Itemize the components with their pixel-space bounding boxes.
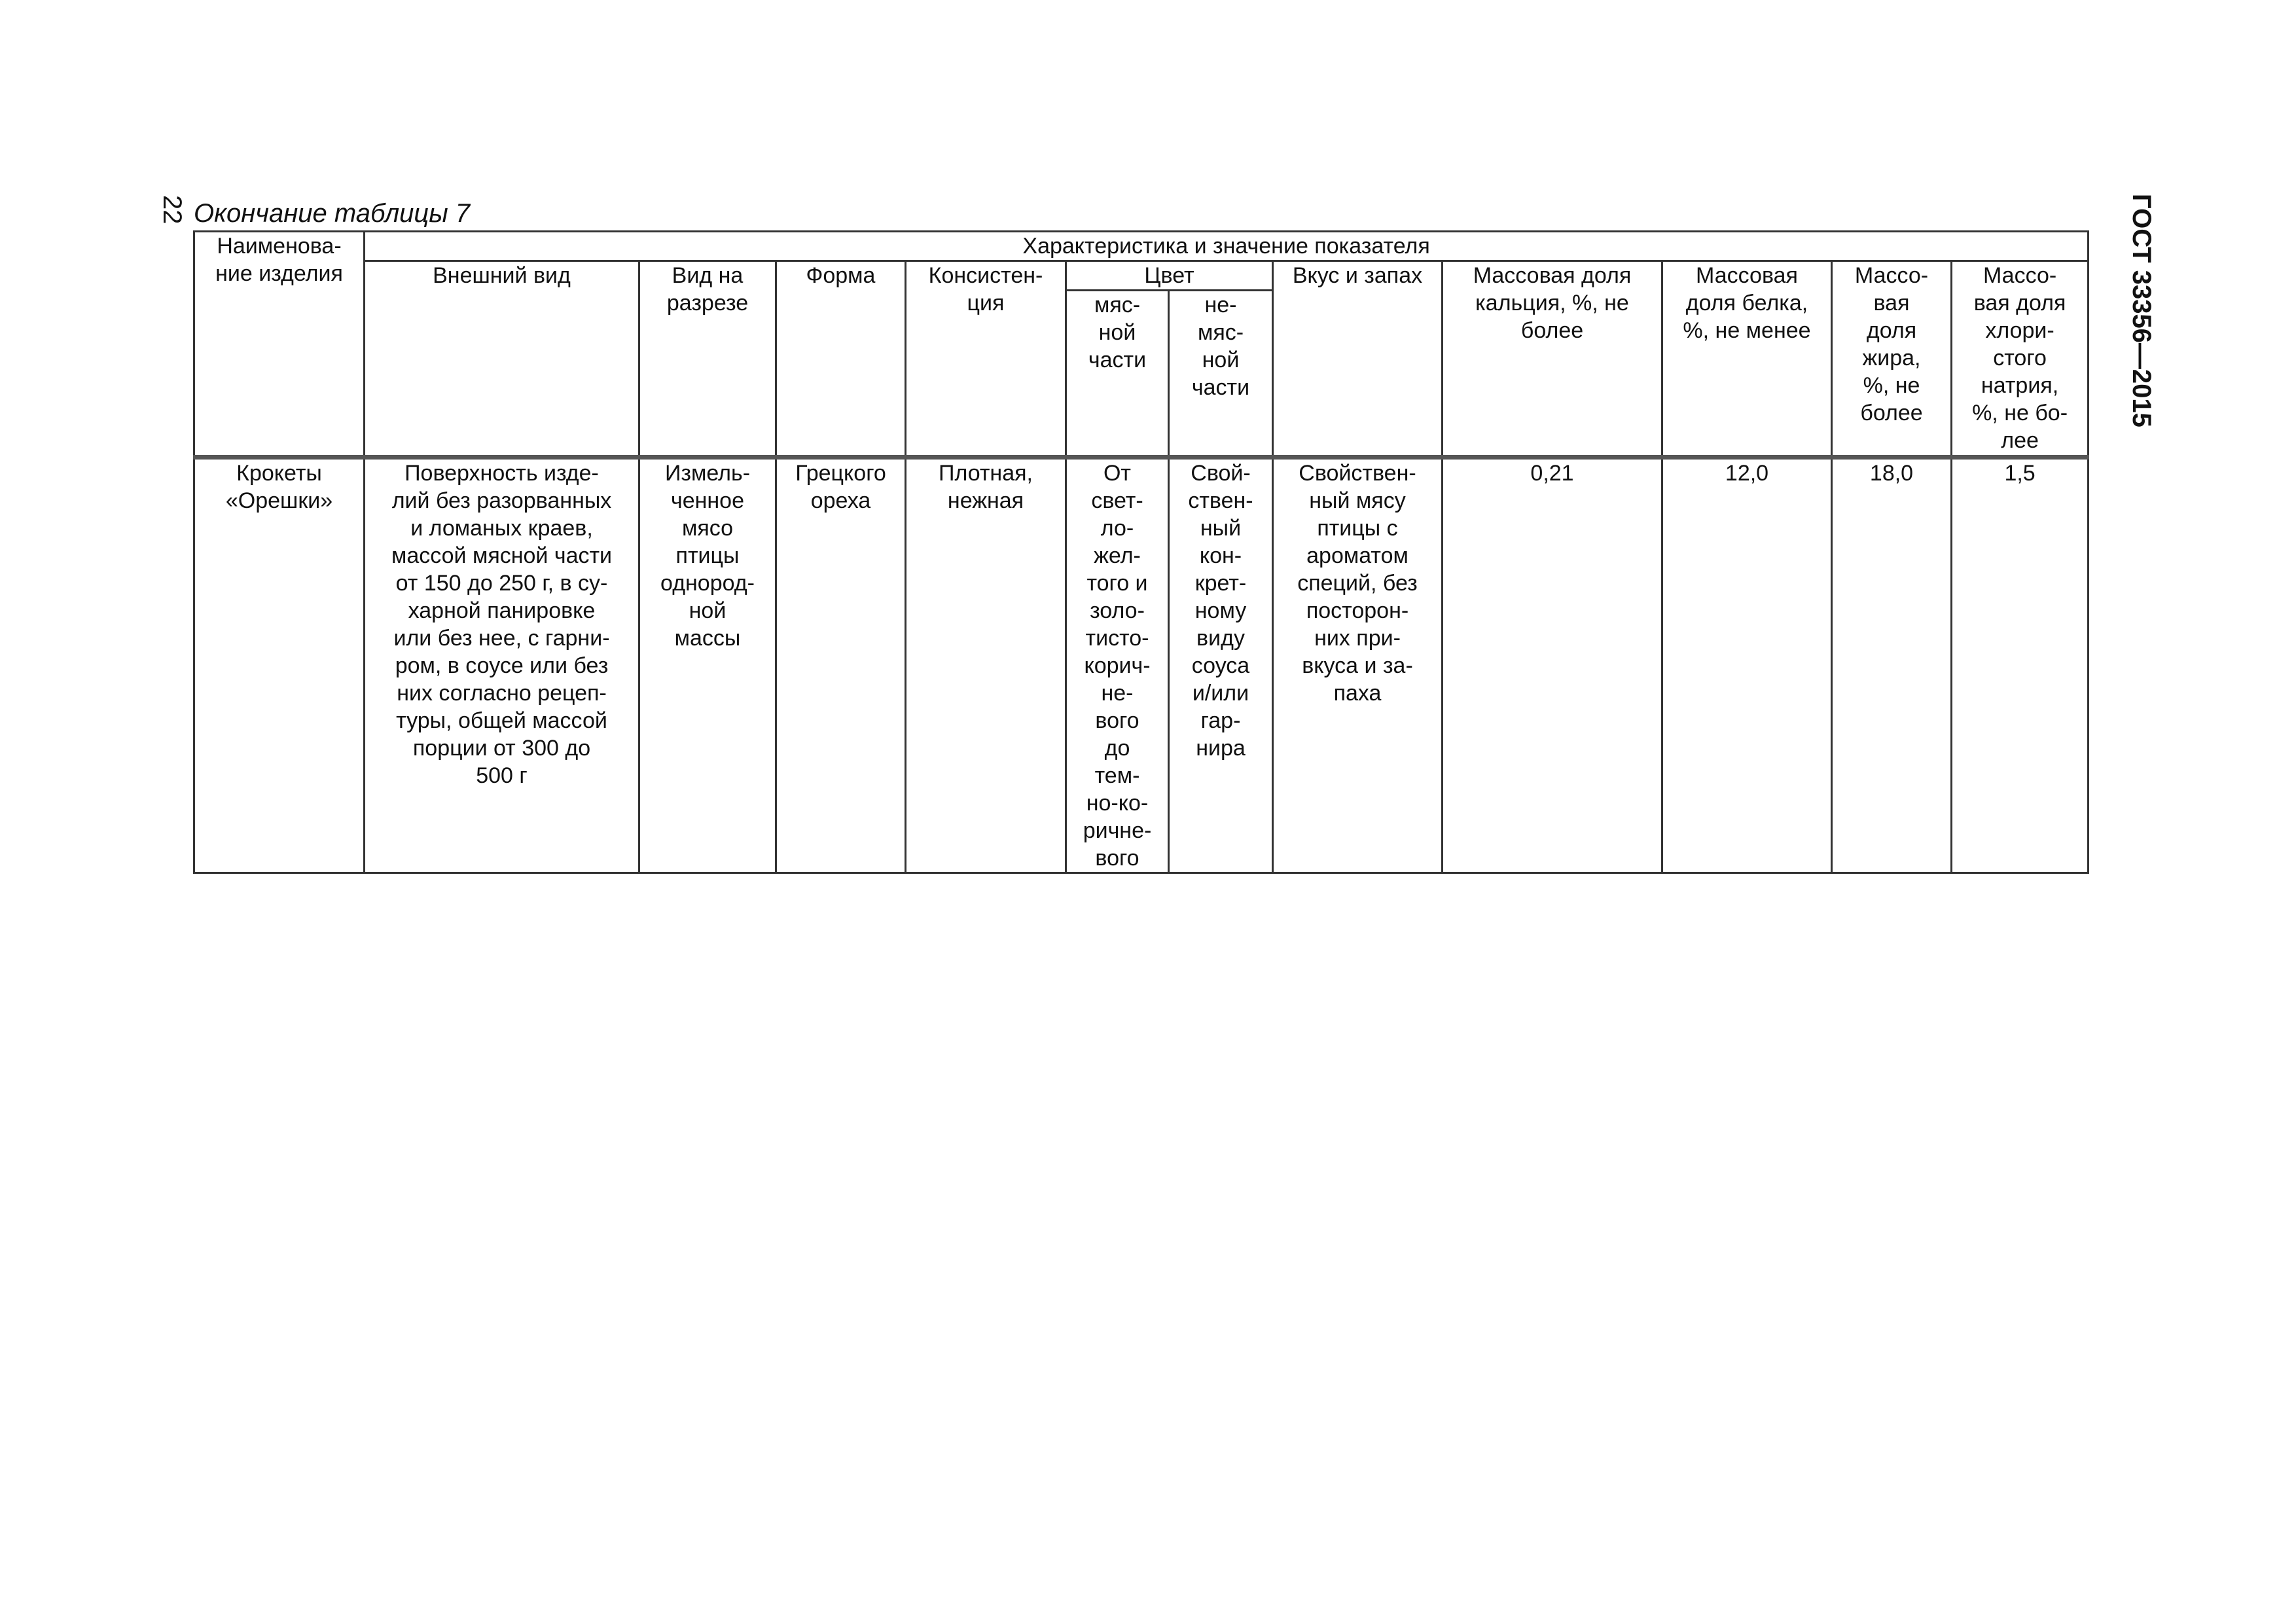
header-salt: Массо- вая доля хлори- стого натрия, %, не бо- лее (1952, 261, 2089, 458)
cell-appearance: Поверхность изде- лий без разорванных и ломаных краев, массой мясной части от 150 до 250 г, в су- харной панировке или без нее, с гарни- ром, в соусе или без них согласно рецеп- туры, общей массой порции от 300 до 500 г (365, 458, 639, 873)
header-consistency: Консистен- ция (906, 261, 1066, 458)
header-color-meat: мяс- ной части (1066, 291, 1169, 458)
cell-salt: 1,5 (1952, 458, 2089, 873)
cell-color-meat: От свет- ло- жел- того и золо- тисто- корич- не- вого до тем- но-ко- ричне- вого (1066, 458, 1169, 873)
cell-calcium: 0,21 (1443, 458, 1662, 873)
header-taste: Вкус и запах (1273, 261, 1443, 458)
header-section-view: Вид на разрезе (639, 261, 776, 458)
cell-consistency: Плотная, нежная (906, 458, 1066, 873)
header-protein: Массовая доля белка, %, не менее (1662, 261, 1832, 458)
header-color-nonmeat: не- мяс- ной части (1169, 291, 1273, 458)
header-product-name: Наименова- ние изделия (194, 232, 365, 458)
cell-section-view: Измель- ченное мясо птицы однород- ной массы (639, 458, 776, 873)
table-row (194, 458, 2089, 873)
page-number: 22 (158, 195, 187, 225)
characteristics-table (193, 230, 2089, 874)
document-code: ГОСТ 33356—2015 (2127, 194, 2156, 427)
header-fat: Массо- вая доля жира, %, не более (1832, 261, 1952, 458)
cell-color-nonmeat: Свой- ствен- ный кон- крет- ному виду соуса и/или гар- нира (1169, 458, 1273, 873)
cell-protein: 12,0 (1662, 458, 1832, 873)
header-calcium: Массовая доля кальция, %, не более (1443, 261, 1662, 458)
header-characteristics-group: Характеристика и значение показателя (365, 232, 2089, 261)
header-appearance: Внешний вид (365, 261, 639, 458)
header-shape: Форма (776, 261, 906, 458)
cell-shape: Грецкого ореха (776, 458, 906, 873)
cell-product-name: Крокеты «Орешки» (194, 458, 365, 873)
table-caption: Окончание таблицы 7 (194, 199, 471, 228)
header-color: Цвет (1066, 261, 1273, 291)
cell-fat: 18,0 (1832, 458, 1952, 873)
cell-taste: Свойствен- ный мясу птицы с ароматом специй, без посторон- них при- вкуса и за- паха (1273, 458, 1443, 873)
